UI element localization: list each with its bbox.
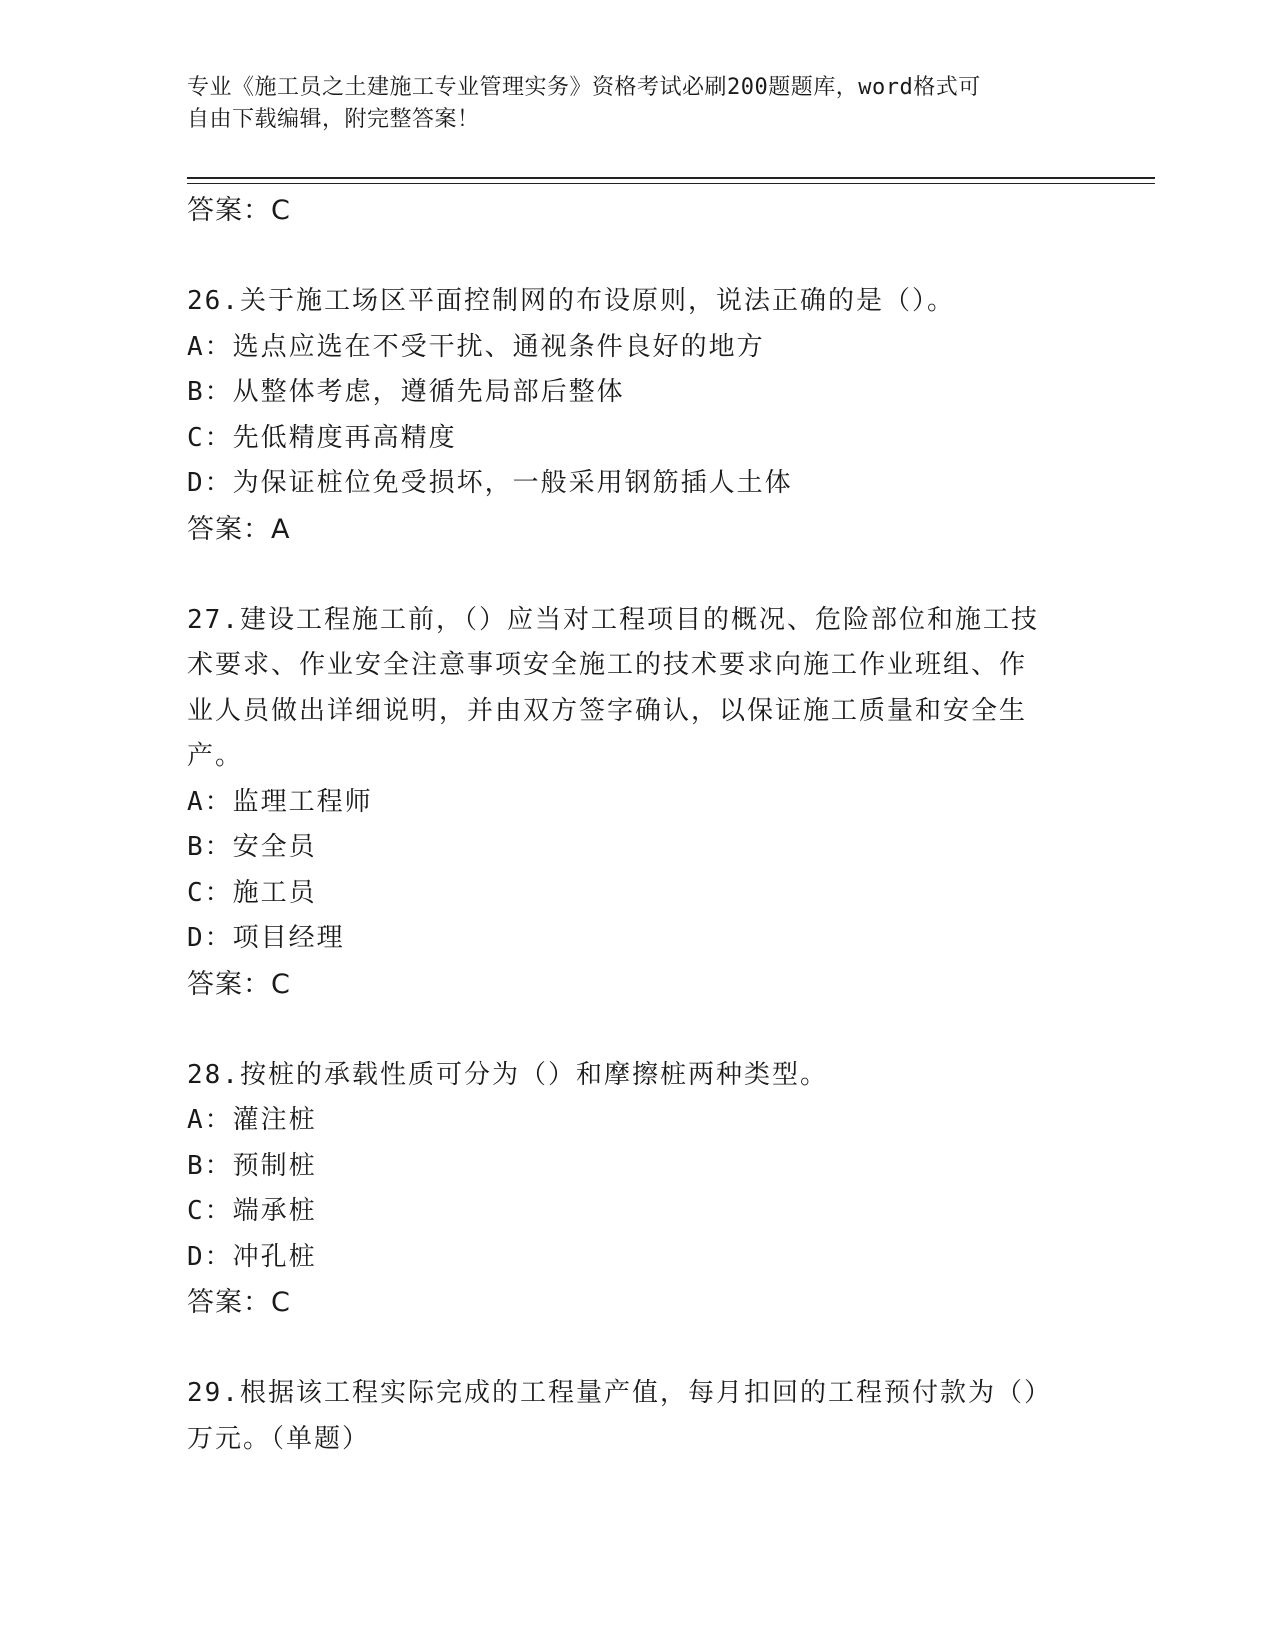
question-29 bbox=[187, 1371, 1077, 1462]
spacer bbox=[187, 552, 1077, 598]
option-a: A：选点应选在不受干扰、通视条件良好的地方 bbox=[187, 331, 765, 362]
header-line-2: 自由下载编辑，附完整答案！ bbox=[187, 107, 480, 132]
option-c: C：先低精度再高精度 bbox=[187, 422, 457, 453]
spacer bbox=[187, 234, 1077, 280]
question-26 bbox=[187, 279, 1077, 552]
option-a: A：监理工程师 bbox=[187, 786, 373, 817]
header-line-1: 专业《施工员之土建施工专业管理实务》资格考试必刷200题题库，word格式可 bbox=[187, 75, 981, 100]
question-stem-line: 26.关于施工场区平面控制网的布设原则，说法正确的是（）。 bbox=[187, 286, 955, 316]
question-stem-line: 28.按桩的承载性质可分为（）和摩擦桩两种类型。 bbox=[187, 1059, 828, 1090]
option-d: D：冲孔桩 bbox=[187, 1241, 317, 1272]
question-stem-line: 业人员做出详细说明，并由双方签字确认，以保证施工质量和安全生 bbox=[187, 695, 1028, 726]
spacer bbox=[187, 1007, 1077, 1053]
option-b: B：预制桩 bbox=[187, 1150, 317, 1181]
question-28 bbox=[187, 1053, 1077, 1326]
previous-answer: 答案：C bbox=[187, 195, 291, 226]
header-divider-thin bbox=[187, 183, 1155, 184]
question-stem-line: 27.建设工程施工前，（）应当对工程项目的概况、危险部位和施工技 bbox=[187, 604, 1039, 635]
question-stem-line: 术要求、作业安全注意事项安全施工的技术要求向施工作业班组、作 bbox=[187, 650, 1028, 680]
option-b: B：从整体考虑，遵循先局部后整体 bbox=[187, 377, 625, 407]
answer: 答案：A bbox=[187, 513, 291, 545]
question-stem-line: 29.根据该工程实际完成的工程量产值，每月扣回的工程预付款为（） bbox=[187, 1378, 1052, 1408]
option-a: A：灌注桩 bbox=[187, 1105, 317, 1135]
question-stem-line: 万元。（单题） bbox=[187, 1423, 371, 1454]
option-b: B：安全员 bbox=[187, 832, 317, 862]
option-d: D：为保证桩位免受损坏，一般采用钢筋插人土体 bbox=[187, 468, 793, 498]
question-stem-line: 产。 bbox=[187, 741, 244, 771]
option-c: C：端承桩 bbox=[187, 1196, 317, 1226]
answer: 答案：C bbox=[187, 968, 291, 1000]
header-divider-thick bbox=[187, 177, 1155, 179]
document-header bbox=[187, 72, 1067, 136]
question-27 bbox=[187, 598, 1077, 1008]
question-list bbox=[187, 188, 1077, 1462]
answer: 答案：C bbox=[187, 1287, 291, 1318]
option-c: C：施工员 bbox=[187, 877, 317, 908]
spacer bbox=[187, 1326, 1077, 1372]
option-d: D：项目经理 bbox=[187, 923, 345, 953]
